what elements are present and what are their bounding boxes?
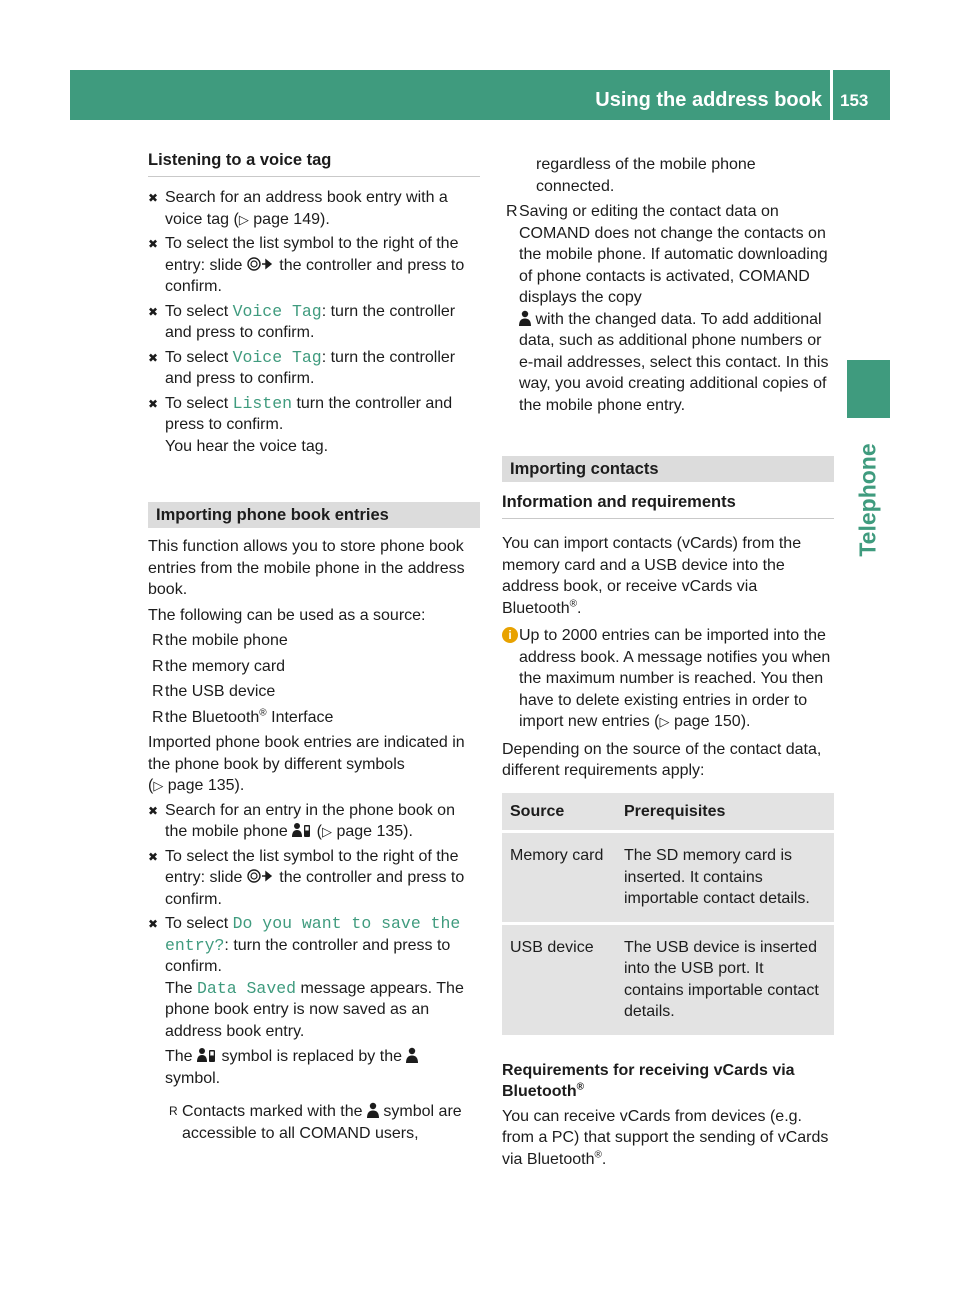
step-text: : turn the controller and press to confirm. bbox=[165, 936, 451, 975]
menu-item-save-entry: Do you want to save the entry? bbox=[165, 914, 461, 955]
table-cell: Memory card bbox=[502, 833, 616, 922]
person-icon bbox=[519, 310, 531, 326]
mobile-phone-person-icon bbox=[197, 1047, 217, 1063]
table-header-row bbox=[502, 793, 834, 831]
side-tab-marker bbox=[847, 360, 890, 418]
list-item-text: the mobile phone bbox=[165, 632, 288, 649]
page-ref-triangle-icon: ▷ bbox=[659, 714, 670, 729]
step-text: ). bbox=[320, 210, 330, 228]
page-ref-triangle-icon: ▷ bbox=[321, 824, 332, 839]
step-text: To select bbox=[165, 915, 233, 932]
list-item-text: the USB device bbox=[165, 683, 276, 700]
imported-text-body: Imported phone book entries are indicated in the phone book by different symbols bbox=[148, 734, 465, 773]
list-item-text: the memory card bbox=[165, 657, 286, 675]
message-data-saved: Data Saved bbox=[197, 978, 297, 998]
step-text: the controller and press to confirm. bbox=[165, 256, 465, 295]
column-header-source: Source bbox=[502, 793, 616, 831]
heading-listening: Listening to a voice tag bbox=[148, 150, 480, 177]
left-column bbox=[148, 150, 480, 1144]
list-item-text: with the changed data. To add additional data, such as additional phone numbers or e-mail addresses, select this contact. In this way, you avoid creating additional copies of the mobile phone entry. bbox=[519, 310, 829, 414]
info-icon: i bbox=[502, 627, 518, 643]
list-item-text: the Bluetooth bbox=[165, 708, 260, 726]
step-text: To select bbox=[165, 348, 233, 366]
step-save-entry bbox=[148, 913, 480, 1144]
list-item-text: Saving or editing the contact data on COMAND does not change the contacts on the mobile phone. If automatic downloading of phone contacts is activated, COMAND displays the copy bbox=[519, 203, 828, 306]
step-text: : turn the controller and press to confirm. bbox=[165, 302, 456, 341]
list-item bbox=[148, 630, 480, 652]
list-item bbox=[165, 1101, 480, 1144]
controller-slide-icon bbox=[247, 869, 275, 883]
registered-mark: ® bbox=[569, 598, 577, 610]
info-note bbox=[502, 625, 834, 733]
bullet: R bbox=[152, 708, 164, 726]
right-column bbox=[502, 154, 834, 1170]
step-text: The bbox=[165, 1048, 198, 1065]
import-text-body: You can import contacts (vCards) from the memory card and a USB device into the address book, or receive vCards via Bluetooth bbox=[502, 535, 802, 617]
step-text: To select the list symbol to the right of the entry: slide bbox=[165, 847, 459, 886]
section-band-importing-phone-book: Importing phone book entries bbox=[148, 502, 480, 528]
continued-text: regardless of the mobile phone connected. bbox=[536, 156, 756, 195]
page-ref[interactable]: page 150 bbox=[673, 713, 741, 730]
bluetooth-text-body: You can receive vCards from devices (e.g. from a PC) that support the sending of vCards via Bluetooth bbox=[502, 1107, 829, 1168]
mobile-phone-person-icon bbox=[292, 822, 312, 838]
step-text: Search for an address book entry with a voice tag ( bbox=[165, 189, 448, 228]
step-text: symbol. bbox=[165, 1069, 221, 1087]
subheading-text: Requirements for receiving vCards via Bluetooth bbox=[502, 1061, 795, 1100]
symbol-replaced-text bbox=[165, 1046, 480, 1089]
menu-item-listen: Listen bbox=[232, 393, 293, 413]
registered-mark: ® bbox=[259, 707, 267, 719]
step-select-voice-tag-1 bbox=[148, 301, 480, 344]
person-icon bbox=[406, 1047, 418, 1063]
arrow-right-icon: ✖ bbox=[148, 237, 159, 251]
table-row bbox=[502, 925, 834, 1035]
arrow-right-icon: ✖ bbox=[148, 350, 159, 365]
section-title: Using the address book bbox=[595, 89, 822, 111]
step-text: : turn the controller and press to confirm. bbox=[165, 348, 456, 387]
step-select-list-symbol-2 bbox=[148, 846, 480, 911]
step-text: Search for an entry in the phone book on the mobile phone bbox=[165, 801, 455, 840]
step-text: To select bbox=[165, 302, 233, 320]
step-text: turn the controller and press to confirm. bbox=[165, 394, 453, 433]
list-item bbox=[148, 681, 480, 703]
depending-text: Depending on the source of the contact data, different requirements apply: bbox=[502, 740, 822, 779]
step-search-phone-book: ✖ Search for an entry in the phone book on the mobile phone (▷ page 135). bbox=[148, 801, 455, 840]
table-row bbox=[502, 833, 834, 922]
step-text: To select bbox=[165, 394, 233, 412]
page-ref[interactable]: page 135 bbox=[336, 823, 404, 840]
source-intro: The following can be used as a source: bbox=[148, 606, 426, 624]
step-search-voice-tag bbox=[148, 187, 480, 230]
page-ref[interactable]: page 135 bbox=[167, 777, 235, 794]
arrow-right-icon: ✖ bbox=[148, 191, 159, 205]
table-cell: USB device bbox=[502, 925, 616, 1035]
step-select-list-symbol bbox=[148, 233, 480, 298]
bullet: R bbox=[152, 683, 164, 700]
table-cell: The SD memory card is inserted. It contains importable contact details. bbox=[616, 833, 834, 922]
arrow-right-icon: ✖ bbox=[148, 803, 159, 818]
table-cell: The USB device is inserted into the USB port. It contains importable contact details. bbox=[616, 925, 834, 1035]
arrow-right-icon: ✖ bbox=[148, 304, 159, 319]
registered-mark: ® bbox=[594, 1149, 602, 1161]
info-text: Up to 2000 entries can be imported into the address book. A message notifies you when the maximum number is reached. You then have to delete existing entries in order to import new entries ( bbox=[519, 627, 831, 730]
list-item bbox=[502, 201, 834, 416]
column-header-prerequisites: Prerequisites bbox=[616, 793, 834, 831]
info-text: ). bbox=[740, 713, 751, 730]
step-text: To select the list symbol to the right of the entry: slide bbox=[165, 235, 459, 274]
step-text: the controller and press to confirm. bbox=[165, 869, 465, 908]
bullet: R bbox=[169, 1104, 178, 1118]
list-item-text: symbol are accessible to all COMAND users, bbox=[182, 1103, 462, 1142]
section-band-importing-contacts: Importing contacts bbox=[502, 456, 834, 482]
step-text: The bbox=[165, 979, 198, 997]
arrow-right-icon: ✖ bbox=[148, 849, 159, 864]
imported-text: Imported phone book entries are indicated in the phone book by different symbols (▷ page 135). bbox=[148, 734, 465, 794]
import-text: You can import contacts (vCards) from the memory card and a USB device into the address book, or receive vCards via Bluetooth®. bbox=[502, 535, 802, 617]
arrow-right-icon: ✖ bbox=[148, 396, 159, 411]
page-ref[interactable]: page 149 bbox=[253, 210, 320, 228]
step-select-listen bbox=[148, 393, 480, 458]
controller-slide-icon bbox=[247, 257, 275, 271]
list-item-text: Interface bbox=[271, 708, 334, 726]
heading-information-requirements: Information and requirements bbox=[502, 492, 834, 519]
menu-item-voice-tag: Voice Tag bbox=[232, 301, 322, 321]
bluetooth-text-end: . bbox=[601, 1150, 607, 1168]
bullet: R bbox=[152, 632, 164, 649]
arrow-right-icon: ✖ bbox=[148, 917, 159, 931]
menu-item-voice-tag: Voice Tag bbox=[232, 347, 322, 367]
list-item-text: Contacts marked with the bbox=[182, 1103, 367, 1120]
page-number: 153 bbox=[840, 91, 869, 110]
intro-text: This function allows you to store phone book entries from the mobile phone in the address book. bbox=[148, 538, 465, 598]
page-ref-triangle-icon: ▷ bbox=[238, 211, 249, 227]
page-ref-triangle-icon: ▷ bbox=[153, 778, 164, 793]
requirements-table bbox=[502, 790, 834, 1038]
step-select-voice-tag-2 bbox=[148, 347, 480, 390]
list-item bbox=[148, 707, 480, 729]
heading-requirements-bluetooth bbox=[502, 1060, 834, 1103]
bullet: R bbox=[152, 657, 164, 675]
person-icon bbox=[367, 1102, 379, 1118]
step-text: symbol is replaced by the bbox=[217, 1048, 407, 1065]
list-item bbox=[148, 656, 480, 678]
header-separator bbox=[830, 70, 833, 120]
bullet: R bbox=[506, 203, 518, 220]
bluetooth-text bbox=[502, 1106, 834, 1171]
registered-mark: ® bbox=[576, 1081, 585, 1093]
side-tab-label: Telephone bbox=[854, 443, 881, 557]
step-result: You hear the voice tag. bbox=[165, 437, 329, 455]
step-text: message appears. The phone book entry is now saved as an address book entry. bbox=[165, 979, 464, 1040]
